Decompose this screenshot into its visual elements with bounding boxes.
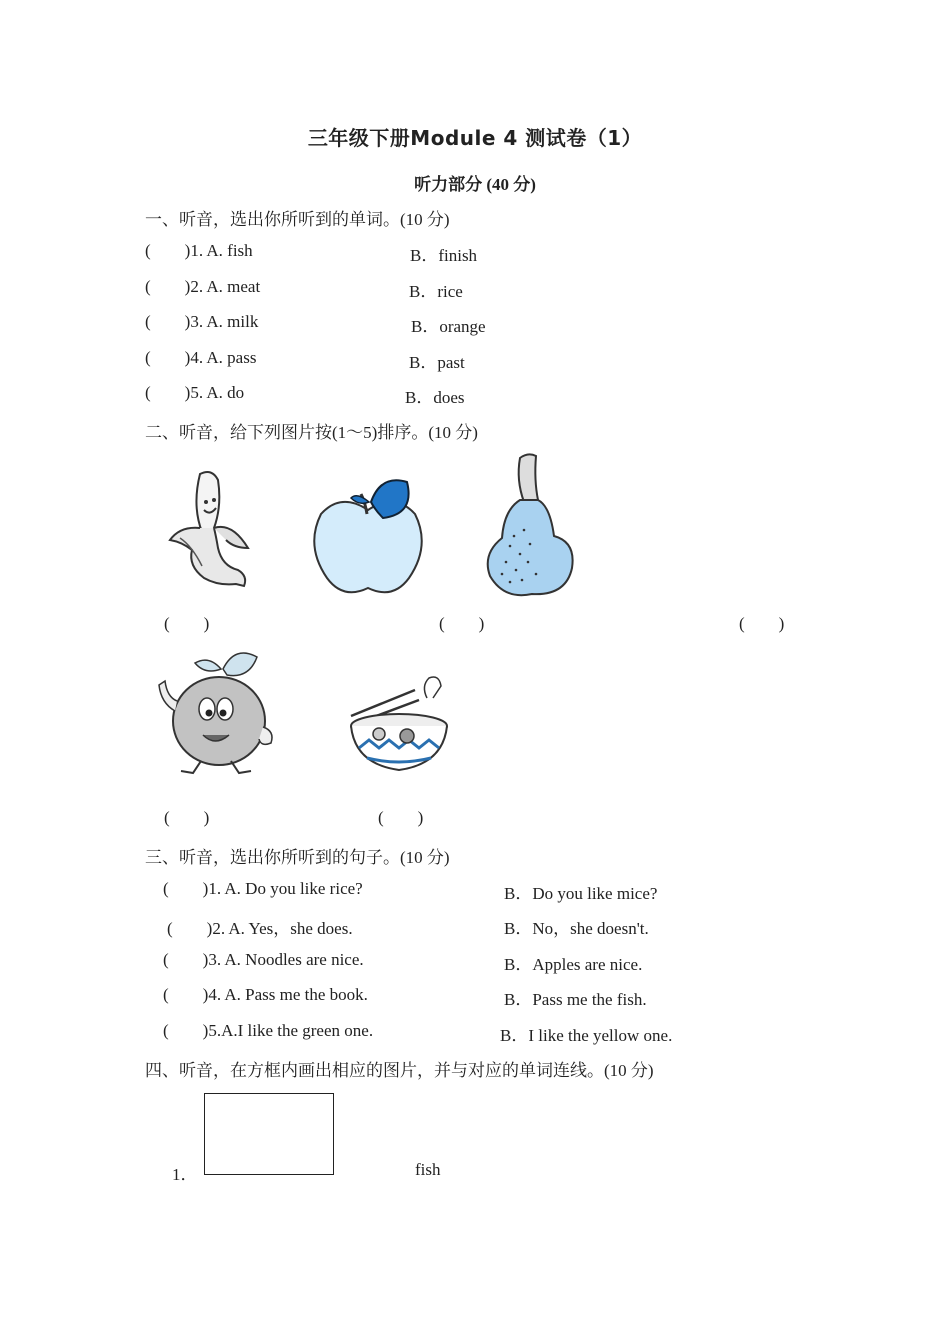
s3-q2-option-b: B．No，she doesn't.	[504, 919, 649, 938]
s1-q3-option-b: B．orange	[411, 317, 486, 336]
section4-heading: 四、听音，在方框内画出相应的图片，并与对应的单词连线。(10 分)	[145, 1061, 654, 1080]
s2-blank-5: ( )	[378, 808, 424, 827]
s1-q4-option-b: B．past	[409, 353, 465, 372]
s3-q4-option-b: B．Pass me the fish.	[504, 990, 647, 1009]
s3-q1-option-b: B．Do you like mice?	[504, 884, 658, 903]
s2-blank-2: ( )	[439, 614, 485, 633]
s2-blank-1: ( )	[164, 614, 210, 633]
s4-word-fish: fish	[415, 1160, 441, 1179]
banana-icon	[162, 466, 257, 594]
s1-q2-option-b: B．rice	[409, 282, 463, 301]
s2-blank-4: ( )	[164, 808, 210, 827]
s1-q5: ( )5. A. do	[145, 383, 245, 402]
page-title: 三年级下册Module 4 测试卷（1）	[307, 126, 643, 150]
section1-heading: 一、听音，选出你所听到的单词。(10 分)	[145, 210, 450, 229]
section3-heading: 三、听音，选出你所听到的句子。(10 分)	[145, 848, 450, 867]
s3-q3: ( )3. A. Noodles are nice.	[163, 950, 364, 969]
s3-q5: ( )5.A.I like the green one.	[163, 1021, 374, 1040]
apple-icon	[311, 474, 426, 599]
s3-q4: ( )4. A. Pass me the book.	[163, 985, 368, 1004]
noodles-icon	[345, 668, 453, 780]
listening-part-title: 听力部分 (40 分)	[414, 175, 536, 194]
s3-q2: ( )2. A. Yes，she does.	[167, 919, 353, 938]
s1-q1-option-b: B．finish	[410, 246, 478, 265]
s3-q3-option-b: B．Apples are nice.	[504, 955, 643, 974]
orange-icon	[143, 645, 289, 781]
s1-q5-option-b: B．does	[405, 388, 465, 407]
section2-heading: 二、听音，给下列图片按(1～5)排序。(10 分)	[145, 423, 478, 442]
s1-q4: ( )4. A. pass	[145, 348, 257, 367]
s1-q2: ( )2. A. meat	[145, 277, 261, 296]
s1-q1: ( )1. A. fish	[145, 241, 253, 260]
s1-q3: ( )3. A. milk	[145, 312, 259, 331]
s3-q1: ( )1. A. Do you like rice?	[163, 879, 363, 898]
s3-q5-option-b: B．I like the yellow one.	[500, 1026, 673, 1045]
pear-icon	[480, 450, 576, 600]
s4-item-number: 1．	[172, 1165, 198, 1184]
s2-blank-3: ( )	[739, 614, 785, 633]
drawing-box[interactable]	[204, 1093, 334, 1175]
